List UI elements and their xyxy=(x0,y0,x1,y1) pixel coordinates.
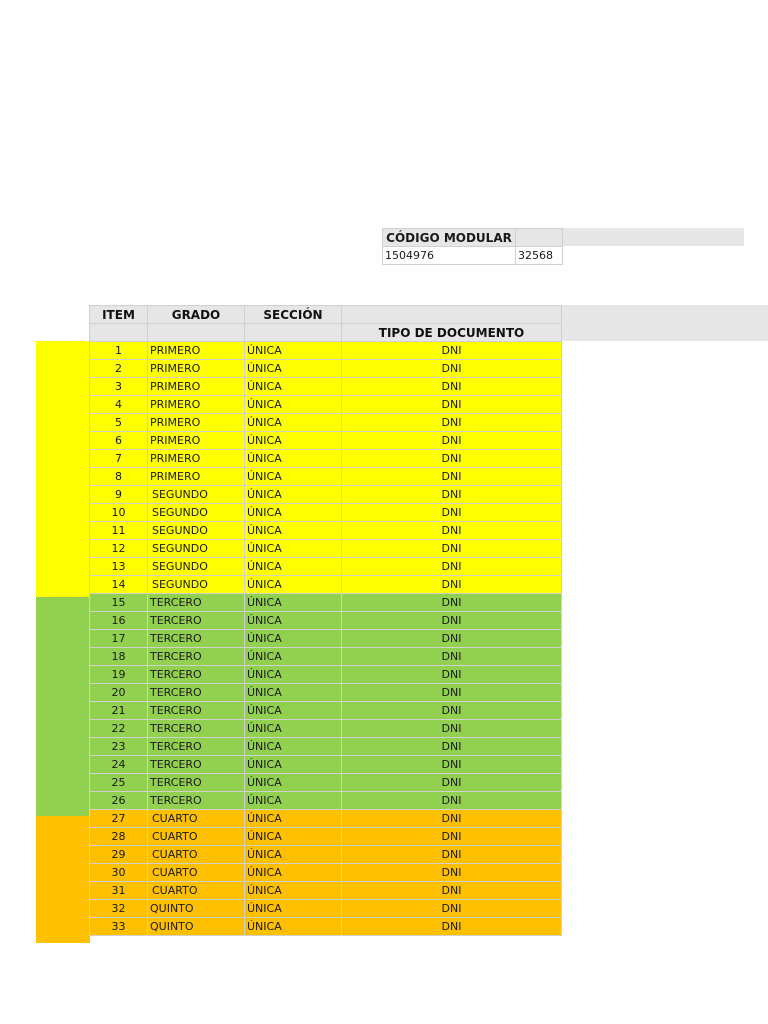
col-header-tipo-documento: TIPO DE DOCUMENTO xyxy=(342,324,562,342)
cell-seccion[interactable]: ÚNICA xyxy=(245,504,342,522)
cell-tipo-documento[interactable]: DNI xyxy=(342,594,562,612)
table-row xyxy=(90,828,562,846)
cell-grado[interactable]: TERCERO xyxy=(148,792,245,810)
cell-tipo-documento[interactable]: DNI xyxy=(342,432,562,450)
cell-tipo-documento[interactable]: DNI xyxy=(342,342,562,360)
group-strip-tercero xyxy=(36,597,90,816)
table-row xyxy=(90,576,562,594)
table-row xyxy=(90,360,562,378)
cell-grado[interactable]: SEGUNDO xyxy=(148,576,245,594)
table-row xyxy=(90,414,562,432)
cell-grado[interactable]: CUARTO xyxy=(148,864,245,882)
cell-tipo-documento[interactable]: DNI xyxy=(342,612,562,630)
table-row xyxy=(90,630,562,648)
cell-tipo-documento[interactable]: DNI xyxy=(342,792,562,810)
cell-item[interactable]: 21 xyxy=(90,702,148,720)
cell-seccion[interactable]: ÚNICA xyxy=(245,378,342,396)
cell-tipo-documento[interactable]: DNI xyxy=(342,918,562,936)
cell-tipo-documento[interactable]: DNI xyxy=(342,558,562,576)
cell-item[interactable]: 5 xyxy=(90,414,148,432)
cell-grado[interactable]: TERCERO xyxy=(148,720,245,738)
codigo-value-2[interactable]: 32568 xyxy=(516,247,563,265)
cell-seccion[interactable]: ÚNICA xyxy=(245,648,342,666)
cell-seccion[interactable]: ÚNICA xyxy=(245,864,342,882)
cell-seccion[interactable]: ÚNICA xyxy=(245,396,342,414)
table-row xyxy=(90,666,562,684)
table-row xyxy=(90,756,562,774)
cell-tipo-documento[interactable]: DNI xyxy=(342,576,562,594)
cell-grado[interactable]: PRIMERO xyxy=(148,414,245,432)
cell-item[interactable]: 19 xyxy=(90,666,148,684)
col-header-seccion: SECCIÓN xyxy=(245,306,342,324)
cell-tipo-documento[interactable]: DNI xyxy=(342,774,562,792)
cell-item[interactable]: 31 xyxy=(90,882,148,900)
cell-grado[interactable]: TERCERO xyxy=(148,630,245,648)
header-blank-item xyxy=(90,324,148,342)
cell-grado[interactable]: TERCERO xyxy=(148,612,245,630)
cell-item[interactable]: 27 xyxy=(90,810,148,828)
cell-seccion[interactable]: ÚNICA xyxy=(245,432,342,450)
cell-item[interactable]: 4 xyxy=(90,396,148,414)
cell-seccion[interactable]: ÚNICA xyxy=(245,414,342,432)
table-row xyxy=(90,792,562,810)
cell-grado[interactable]: PRIMERO xyxy=(148,432,245,450)
cell-seccion[interactable]: ÚNICA xyxy=(245,738,342,756)
cell-tipo-documento[interactable]: DNI xyxy=(342,396,562,414)
cell-grado[interactable]: PRIMERO xyxy=(148,468,245,486)
cell-seccion[interactable]: ÚNICA xyxy=(245,774,342,792)
cell-grado[interactable]: TERCERO xyxy=(148,666,245,684)
cell-item[interactable]: 7 xyxy=(90,450,148,468)
cell-grado[interactable]: PRIMERO xyxy=(148,378,245,396)
cell-tipo-documento[interactable]: DNI xyxy=(342,882,562,900)
cell-seccion[interactable]: ÚNICA xyxy=(245,558,342,576)
cell-item[interactable]: 29 xyxy=(90,846,148,864)
cell-item[interactable]: 2 xyxy=(90,360,148,378)
cell-grado[interactable]: QUINTO xyxy=(148,900,245,918)
cell-item[interactable]: 18 xyxy=(90,648,148,666)
cell-seccion[interactable]: ÚNICA xyxy=(245,666,342,684)
cell-item[interactable]: 32 xyxy=(90,900,148,918)
cell-item[interactable]: 33 xyxy=(90,918,148,936)
cell-tipo-documento[interactable]: DNI xyxy=(342,900,562,918)
cell-grado[interactable]: TERCERO xyxy=(148,702,245,720)
cell-tipo-documento[interactable]: DNI xyxy=(342,828,562,846)
cell-grado[interactable]: TERCERO xyxy=(148,684,245,702)
table-row xyxy=(90,504,562,522)
cell-grado[interactable]: SEGUNDO xyxy=(148,558,245,576)
table-row xyxy=(90,468,562,486)
group-strip-cuarto-quinto xyxy=(36,816,90,943)
cell-item[interactable]: 22 xyxy=(90,720,148,738)
cell-tipo-documento[interactable]: DNI xyxy=(342,504,562,522)
cell-grado[interactable]: PRIMERO xyxy=(148,450,245,468)
cell-item[interactable]: 9 xyxy=(90,486,148,504)
codigo-modular-table xyxy=(382,228,563,265)
cell-item[interactable]: 12 xyxy=(90,540,148,558)
cell-seccion[interactable]: ÚNICA xyxy=(245,846,342,864)
table-row xyxy=(90,612,562,630)
cell-grado[interactable]: CUARTO xyxy=(148,810,245,828)
cell-item[interactable]: 8 xyxy=(90,468,148,486)
table-row xyxy=(90,486,562,504)
cell-item[interactable]: 25 xyxy=(90,774,148,792)
cell-seccion[interactable]: ÚNICA xyxy=(245,720,342,738)
table-row xyxy=(90,396,562,414)
cell-item[interactable]: 26 xyxy=(90,792,148,810)
cell-item[interactable]: 1 xyxy=(90,342,148,360)
cell-item[interactable]: 17 xyxy=(90,630,148,648)
cell-seccion[interactable]: ÚNICA xyxy=(245,702,342,720)
cell-item[interactable]: 13 xyxy=(90,558,148,576)
codigo-value-row xyxy=(383,247,563,265)
students-table xyxy=(89,305,562,936)
cell-tipo-documento[interactable]: DNI xyxy=(342,630,562,648)
cell-seccion[interactable]: ÚNICA xyxy=(245,630,342,648)
cell-grado[interactable]: QUINTO xyxy=(148,918,245,936)
table-row xyxy=(90,648,562,666)
cell-seccion[interactable]: ÚNICA xyxy=(245,900,342,918)
cell-item[interactable]: 3 xyxy=(90,378,148,396)
cell-tipo-documento[interactable]: DNI xyxy=(342,702,562,720)
cell-item[interactable]: 11 xyxy=(90,522,148,540)
table-body xyxy=(90,342,562,936)
codigo-header-row xyxy=(383,229,563,247)
table-row xyxy=(90,702,562,720)
header-band xyxy=(562,305,768,341)
table-row xyxy=(90,684,562,702)
cell-item[interactable]: 14 xyxy=(90,576,148,594)
cell-item[interactable]: 24 xyxy=(90,756,148,774)
cell-tipo-documento[interactable]: DNI xyxy=(342,450,562,468)
cell-grado[interactable]: CUARTO xyxy=(148,846,245,864)
col-header-item: ITEM xyxy=(90,306,148,324)
cell-grado[interactable]: SEGUNDO xyxy=(148,486,245,504)
table-row xyxy=(90,432,562,450)
cell-tipo-documento[interactable]: DNI xyxy=(342,684,562,702)
cell-grado[interactable]: CUARTO xyxy=(148,828,245,846)
cell-tipo-documento[interactable]: DNI xyxy=(342,648,562,666)
header-blank-seccion xyxy=(245,324,342,342)
cell-tipo-documento[interactable]: DNI xyxy=(342,360,562,378)
codigo-value-1[interactable]: 1504976 xyxy=(383,247,516,265)
cell-seccion[interactable]: ÚNICA xyxy=(245,828,342,846)
cell-seccion[interactable]: ÚNICA xyxy=(245,882,342,900)
table-row xyxy=(90,558,562,576)
cell-seccion[interactable]: ÚNICA xyxy=(245,594,342,612)
cell-grado[interactable]: TERCERO xyxy=(148,594,245,612)
cell-grado[interactable]: SEGUNDO xyxy=(148,504,245,522)
col-header-blank xyxy=(342,306,562,324)
header-row-2 xyxy=(90,324,562,342)
table-row xyxy=(90,342,562,360)
cell-tipo-documento[interactable]: DNI xyxy=(342,720,562,738)
table-row xyxy=(90,378,562,396)
cell-grado[interactable]: TERCERO xyxy=(148,774,245,792)
table-row xyxy=(90,450,562,468)
cell-grado[interactable]: PRIMERO xyxy=(148,342,245,360)
cell-tipo-documento[interactable]: DNI xyxy=(342,666,562,684)
group-strip-primero-segundo xyxy=(36,341,90,597)
cell-tipo-documento[interactable]: DNI xyxy=(342,414,562,432)
cell-tipo-documento[interactable]: DNI xyxy=(342,486,562,504)
table-row xyxy=(90,864,562,882)
cell-grado[interactable]: TERCERO xyxy=(148,738,245,756)
table-row xyxy=(90,738,562,756)
cell-item[interactable]: 23 xyxy=(90,738,148,756)
cell-item[interactable]: 16 xyxy=(90,612,148,630)
cell-tipo-documento[interactable]: DNI xyxy=(342,864,562,882)
cell-grado[interactable]: TERCERO xyxy=(148,648,245,666)
cell-tipo-documento[interactable]: DNI xyxy=(342,522,562,540)
cell-seccion[interactable]: ÚNICA xyxy=(245,486,342,504)
cell-grado[interactable]: PRIMERO xyxy=(148,396,245,414)
header-blank-grado xyxy=(148,324,245,342)
cell-item[interactable]: 6 xyxy=(90,432,148,450)
table-row xyxy=(90,522,562,540)
cell-grado[interactable]: CUARTO xyxy=(148,882,245,900)
cell-tipo-documento[interactable]: DNI xyxy=(342,846,562,864)
table-row xyxy=(90,900,562,918)
col-header-grado: GRADO xyxy=(148,306,245,324)
codigo-modular-label: CÓDIGO MODULAR xyxy=(383,229,516,247)
cell-item[interactable]: 10 xyxy=(90,504,148,522)
cell-seccion[interactable]: ÚNICA xyxy=(245,684,342,702)
cell-grado[interactable]: TERCERO xyxy=(148,756,245,774)
cell-tipo-documento[interactable]: DNI xyxy=(342,810,562,828)
cell-tipo-documento[interactable]: DNI xyxy=(342,468,562,486)
cell-item[interactable]: 20 xyxy=(90,684,148,702)
cell-grado[interactable]: SEGUNDO xyxy=(148,522,245,540)
cell-tipo-documento[interactable]: DNI xyxy=(342,378,562,396)
cell-seccion[interactable]: ÚNICA xyxy=(245,468,342,486)
cell-seccion[interactable]: ÚNICA xyxy=(245,522,342,540)
cell-seccion[interactable]: ÚNICA xyxy=(245,918,342,936)
table-row xyxy=(90,594,562,612)
cell-seccion[interactable]: ÚNICA xyxy=(245,612,342,630)
cell-seccion[interactable]: ÚNICA xyxy=(245,792,342,810)
table-row xyxy=(90,918,562,936)
table-row xyxy=(90,846,562,864)
cell-tipo-documento[interactable]: DNI xyxy=(342,540,562,558)
cell-item[interactable]: 15 xyxy=(90,594,148,612)
cell-seccion[interactable]: ÚNICA xyxy=(245,756,342,774)
table-row xyxy=(90,540,562,558)
cell-tipo-documento[interactable]: DNI xyxy=(342,738,562,756)
table-row xyxy=(90,720,562,738)
table-row xyxy=(90,882,562,900)
cell-seccion[interactable]: ÚNICA xyxy=(245,360,342,378)
cell-grado[interactable]: SEGUNDO xyxy=(148,540,245,558)
cell-seccion[interactable]: ÚNICA xyxy=(245,540,342,558)
cell-seccion[interactable]: ÚNICA xyxy=(245,450,342,468)
header-row-1 xyxy=(90,306,562,324)
cell-item[interactable]: 28 xyxy=(90,828,148,846)
cell-tipo-documento[interactable]: DNI xyxy=(342,756,562,774)
cell-seccion[interactable]: ÚNICA xyxy=(245,342,342,360)
cell-seccion[interactable]: ÚNICA xyxy=(245,810,342,828)
codigo-header-band xyxy=(562,228,744,246)
table-row xyxy=(90,774,562,792)
cell-item[interactable]: 30 xyxy=(90,864,148,882)
cell-grado[interactable]: PRIMERO xyxy=(148,360,245,378)
cell-seccion[interactable]: ÚNICA xyxy=(245,576,342,594)
table-row xyxy=(90,810,562,828)
codigo-header-empty xyxy=(516,229,563,247)
